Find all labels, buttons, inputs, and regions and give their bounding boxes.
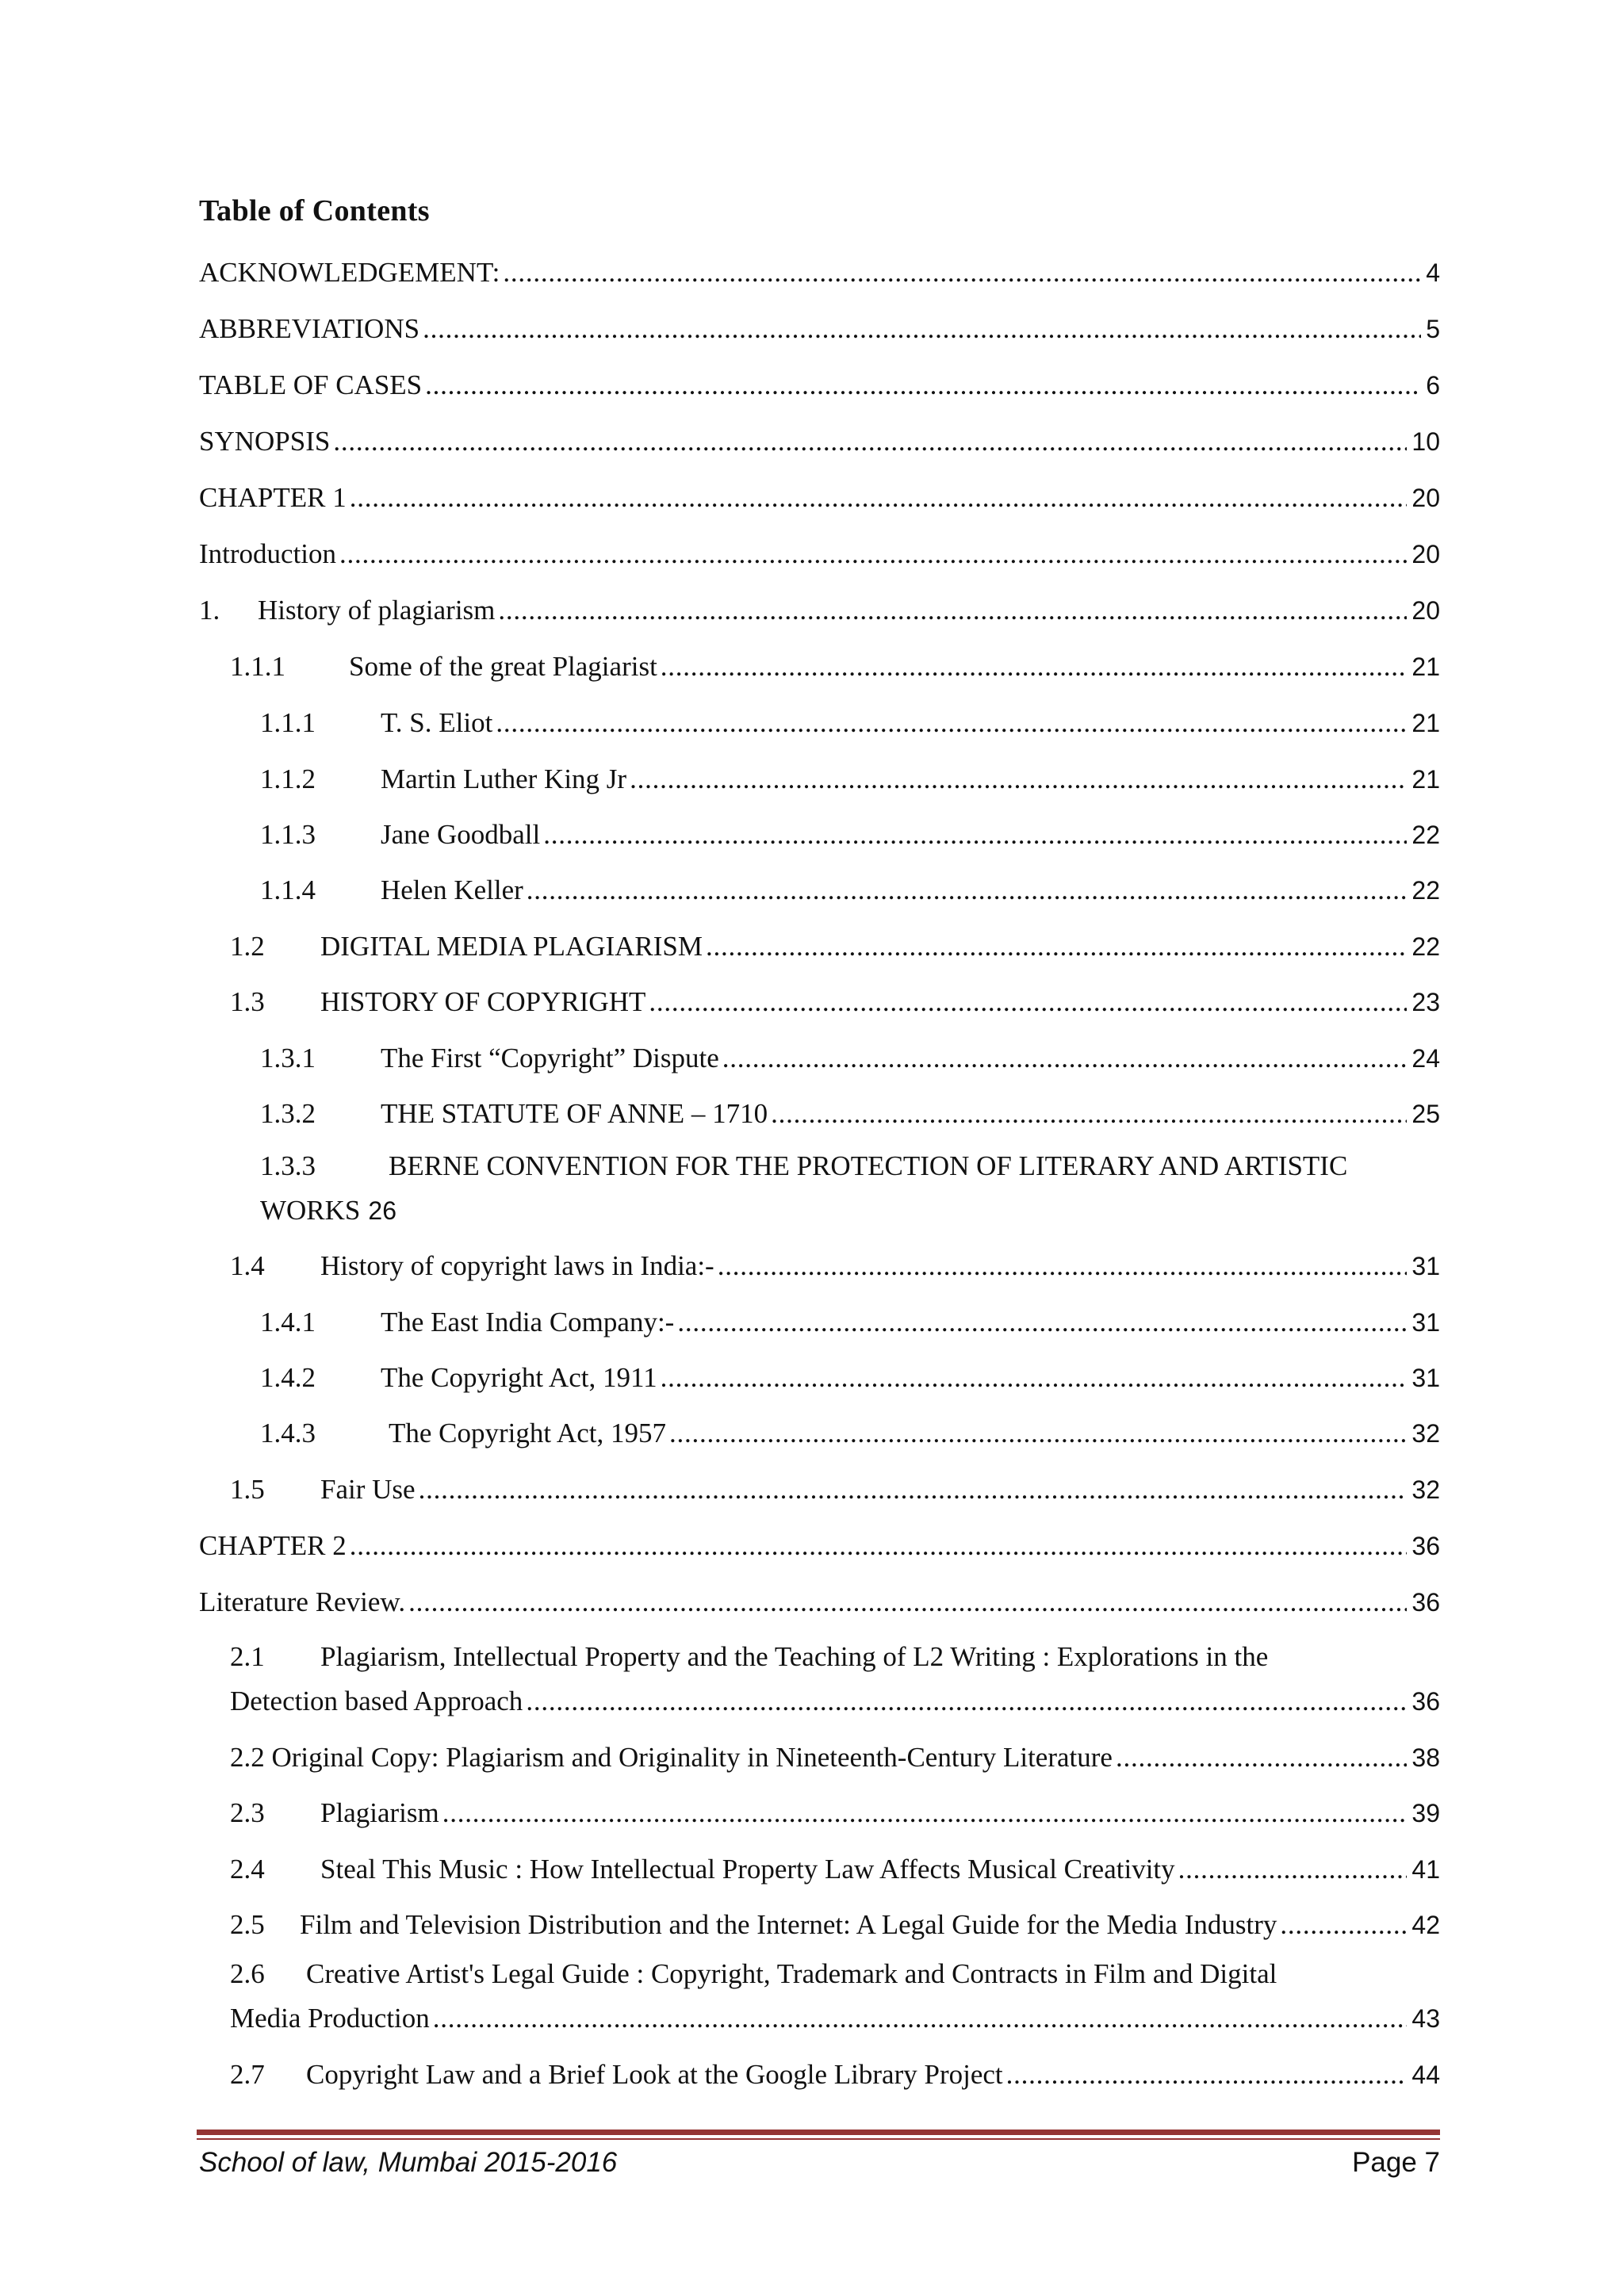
toc-entry-text: The Copyright Act, 1911: [381, 1362, 657, 1393]
toc-page-number: 38: [1411, 1743, 1440, 1772]
toc-entry-text: T. S. Eliot: [381, 707, 493, 738]
toc-page-number: 20: [1411, 596, 1440, 625]
toc-entry-text: Steal This Music : How Intellectual Property Law Affects Musical Creativity: [320, 1854, 1175, 1885]
toc-entry[interactable]: [0, 476, 1624, 520]
dot-leader: [661, 645, 1408, 689]
toc-entry-number: 1.1.3: [260, 819, 316, 850]
dot-leader: [677, 1300, 1407, 1345]
toc-entry-text: CHAPTER 2: [199, 1530, 347, 1561]
toc-entry[interactable]: [0, 868, 1624, 913]
dot-leader: [496, 701, 1407, 745]
toc-page-number: 22: [1411, 876, 1440, 905]
toc-page-number: 21: [1411, 652, 1440, 681]
toc-page-number: 32: [1411, 1419, 1440, 1448]
toc-page-number: 31: [1411, 1308, 1440, 1337]
toc-page-number: 31: [1411, 1252, 1440, 1280]
toc-page-number: 23: [1411, 988, 1440, 1016]
toc-page-number: 4: [1426, 258, 1440, 287]
toc-entry-text: Creative Artist's Legal Guide : Copyright, Trademark and Contracts in Film and Digital: [306, 1958, 1277, 1989]
toc-entry[interactable]: [0, 1092, 1624, 1136]
toc-entry-text: BERNE CONVENTION FOR THE PROTECTION OF LITERARY AND ARTISTIC: [389, 1150, 1348, 1181]
toc-entry-text: The East India Company:-: [381, 1307, 675, 1337]
toc-entry[interactable]: [0, 1036, 1624, 1081]
toc-entry-number: 1.4.2: [260, 1362, 316, 1393]
toc-entry-text: The Copyright Act, 1957: [389, 1418, 666, 1448]
toc-entry[interactable]: [0, 757, 1624, 802]
dot-leader: [630, 757, 1407, 802]
dot-leader: [527, 868, 1408, 913]
toc-entry-text: Film and Television Distribution and the Internet: A Legal Guide for the Media Industry: [300, 1909, 1277, 1940]
toc-entry-number: 1.: [199, 595, 220, 626]
toc-entry-number: 1.3.3: [260, 1150, 316, 1181]
footer-rule: [197, 2130, 1440, 2135]
toc-entry-number: 1.1.1: [260, 707, 316, 738]
toc-entry-number: 2.4: [230, 1854, 265, 1885]
toc-entry-text: Literature Review.: [199, 1586, 406, 1617]
toc-entry[interactable]: [0, 588, 1624, 633]
dot-leader: [771, 1092, 1407, 1136]
toc-entry[interactable]: [0, 701, 1624, 745]
toc-entry[interactable]: [0, 1356, 1624, 1400]
toc-entry[interactable]: [0, 363, 1624, 408]
toc-entry[interactable]: [0, 251, 1624, 295]
toc-entry-number: 1.4: [230, 1250, 265, 1281]
dot-leader: [543, 813, 1407, 857]
toc-entry[interactable]: [0, 419, 1624, 464]
toc-page-number: 22: [1411, 821, 1440, 849]
dot-leader: [333, 419, 1407, 464]
dot-leader: [661, 1356, 1408, 1400]
toc-entry[interactable]: [0, 645, 1624, 689]
toc-entry-text: Some of the great Plagiarist: [349, 651, 657, 682]
toc-entry[interactable]: [0, 924, 1624, 969]
footer-rule-thin: [197, 2138, 1440, 2140]
toc-entry[interactable]: [0, 1150, 1624, 1233]
toc-entry-number: 1.3: [230, 986, 265, 1017]
toc-entry[interactable]: [0, 813, 1624, 857]
toc-page-number: 43: [1411, 2004, 1440, 2033]
toc-entry[interactable]: [0, 307, 1624, 351]
toc-page-number: 20: [1411, 540, 1440, 568]
toc-page-number: 20: [1411, 484, 1440, 512]
toc-entry-continuation: Media Production: [230, 2003, 430, 2034]
toc-entry[interactable]: [0, 1244, 1624, 1288]
footer-school-label: School of law, Mumbai 2015-2016: [199, 2147, 618, 2178]
toc-entry[interactable]: [0, 1641, 1624, 1724]
dot-leader: [1178, 1847, 1408, 1892]
toc-entry[interactable]: [0, 1903, 1624, 1947]
toc-entry-text: History of copyright laws in India:-: [320, 1250, 714, 1281]
toc-entry-number: 1.3.2: [260, 1098, 316, 1129]
toc-entry-number: 1.1.2: [260, 763, 316, 794]
toc-entry[interactable]: [0, 1300, 1624, 1345]
toc-page-number: 36: [1411, 1687, 1440, 1716]
toc-entry[interactable]: [0, 1847, 1624, 1892]
toc-page-number: 24: [1411, 1044, 1440, 1073]
toc-page-number: 21: [1411, 765, 1440, 794]
toc-page-number: 5: [1426, 315, 1440, 343]
dot-leader: [1280, 1903, 1407, 1947]
toc-page-number: 36: [1411, 1532, 1440, 1560]
toc-entry[interactable]: [0, 1958, 1624, 2041]
toc-entry-number: 1.4.1: [260, 1307, 316, 1337]
toc-entry-text: CHAPTER 1: [199, 482, 347, 513]
dot-leader: [649, 980, 1407, 1024]
toc-entry-number: 1.4.3: [260, 1418, 316, 1448]
toc-page-number: 42: [1411, 1911, 1440, 1939]
dot-leader: [706, 924, 1407, 969]
dot-leader: [1116, 1735, 1407, 1780]
toc-page-number: 36: [1411, 1588, 1440, 1617]
dot-leader: [669, 1411, 1407, 1456]
toc-entry-text: Plagiarism: [320, 1797, 439, 1828]
toc-entry-text: Fair Use: [320, 1474, 416, 1505]
toc-entry-text: THE STATUTE OF ANNE – 1710: [381, 1098, 768, 1129]
toc-page-number: 10: [1411, 427, 1440, 456]
toc-entry-number: 2.6: [230, 1958, 265, 1989]
toc-entry-text: Helen Keller: [381, 874, 523, 905]
toc-title: Table of Contents: [199, 194, 430, 228]
toc-entry-number: 1.1.1: [230, 651, 285, 682]
toc-page-number: 26: [368, 1196, 396, 1225]
toc-entry-number: 2.3: [230, 1797, 265, 1828]
toc-entry[interactable]: [0, 1411, 1624, 1456]
toc-entry-continuation: WORKS: [260, 1195, 361, 1226]
toc-entry-number: 1.3.1: [260, 1043, 316, 1073]
dot-leader: [350, 1524, 1408, 1568]
dot-leader: [408, 1580, 1407, 1624]
toc-entry[interactable]: [0, 1735, 1624, 1780]
toc-entry-number: 2.7: [230, 2059, 265, 2090]
toc-entry-text: TABLE OF CASES: [199, 369, 423, 400]
dot-leader: [423, 307, 1421, 351]
toc-page-number: 32: [1411, 1475, 1440, 1504]
toc-entry-number: 1.5: [230, 1474, 265, 1505]
dot-leader: [498, 588, 1407, 633]
toc-page-number: 39: [1411, 1799, 1440, 1827]
toc-entry[interactable]: [0, 1468, 1624, 1512]
toc-entry-number: 1.2: [230, 931, 265, 962]
toc-page-number: 31: [1411, 1364, 1440, 1392]
toc-entry-number: 2.5: [230, 1909, 265, 1940]
toc-entry-text: SYNOPSIS: [199, 426, 331, 457]
toc-entry-text: Plagiarism, Intellectual Property and the Teaching of L2 Writing : Explorations in the: [320, 1641, 1269, 1672]
toc-page-number: 41: [1411, 1855, 1440, 1884]
dot-leader: [419, 1468, 1408, 1512]
toc-entry-number: 1.1.4: [260, 874, 316, 905]
dot-leader: [350, 476, 1408, 520]
toc-entry-text: DIGITAL MEDIA PLAGIARISM: [320, 931, 703, 962]
toc-entry[interactable]: [0, 2053, 1624, 2097]
toc-entry-text: HISTORY OF COPYRIGHT: [320, 986, 646, 1017]
toc-entry-number: 2.1: [230, 1641, 265, 1672]
toc-entry[interactable]: [0, 1580, 1624, 1624]
toc-entry-text: ABBREVIATIONS: [199, 313, 420, 344]
dot-leader: [1006, 2053, 1408, 2097]
toc-entry[interactable]: [0, 1524, 1624, 1568]
toc-entry-text: The First “Copyright” Dispute: [381, 1043, 719, 1073]
dot-leader: [718, 1244, 1408, 1288]
toc-entry[interactable]: [0, 532, 1624, 576]
toc-entry-text: Introduction: [199, 538, 337, 569]
toc-page-number: 25: [1411, 1100, 1440, 1128]
toc-page-number: 44: [1411, 2061, 1440, 2089]
dot-leader: [722, 1036, 1408, 1081]
dot-leader: [433, 1996, 1408, 2041]
toc-page-number: 21: [1411, 709, 1440, 737]
dot-leader: [526, 1679, 1407, 1724]
footer-page-number: Page 7: [1352, 2147, 1440, 2178]
dot-leader: [425, 363, 1421, 408]
toc-entry-text: 2.2 Original Copy: Plagiarism and Originality in Nineteenth-Century Literature: [230, 1742, 1113, 1773]
toc-entry-text: Copyright Law and a Brief Look at the Google Library Project: [306, 2059, 1003, 2090]
toc-entry-text: ACKNOWLEDGEMENT:: [199, 257, 500, 288]
dot-leader: [339, 532, 1407, 576]
toc-entry[interactable]: [0, 1791, 1624, 1835]
dot-leader: [503, 251, 1421, 295]
toc-entry[interactable]: [0, 980, 1624, 1024]
dot-leader: [442, 1791, 1408, 1835]
toc-page-number: 22: [1411, 932, 1440, 961]
toc-page-number: 6: [1426, 371, 1440, 400]
toc-entry-text: History of plagiarism: [258, 595, 496, 626]
toc-entry-text: Jane Goodball: [381, 819, 541, 850]
toc-entry-continuation: Detection based Approach: [230, 1686, 523, 1716]
toc-entry-text: Martin Luther King Jr: [381, 763, 627, 794]
